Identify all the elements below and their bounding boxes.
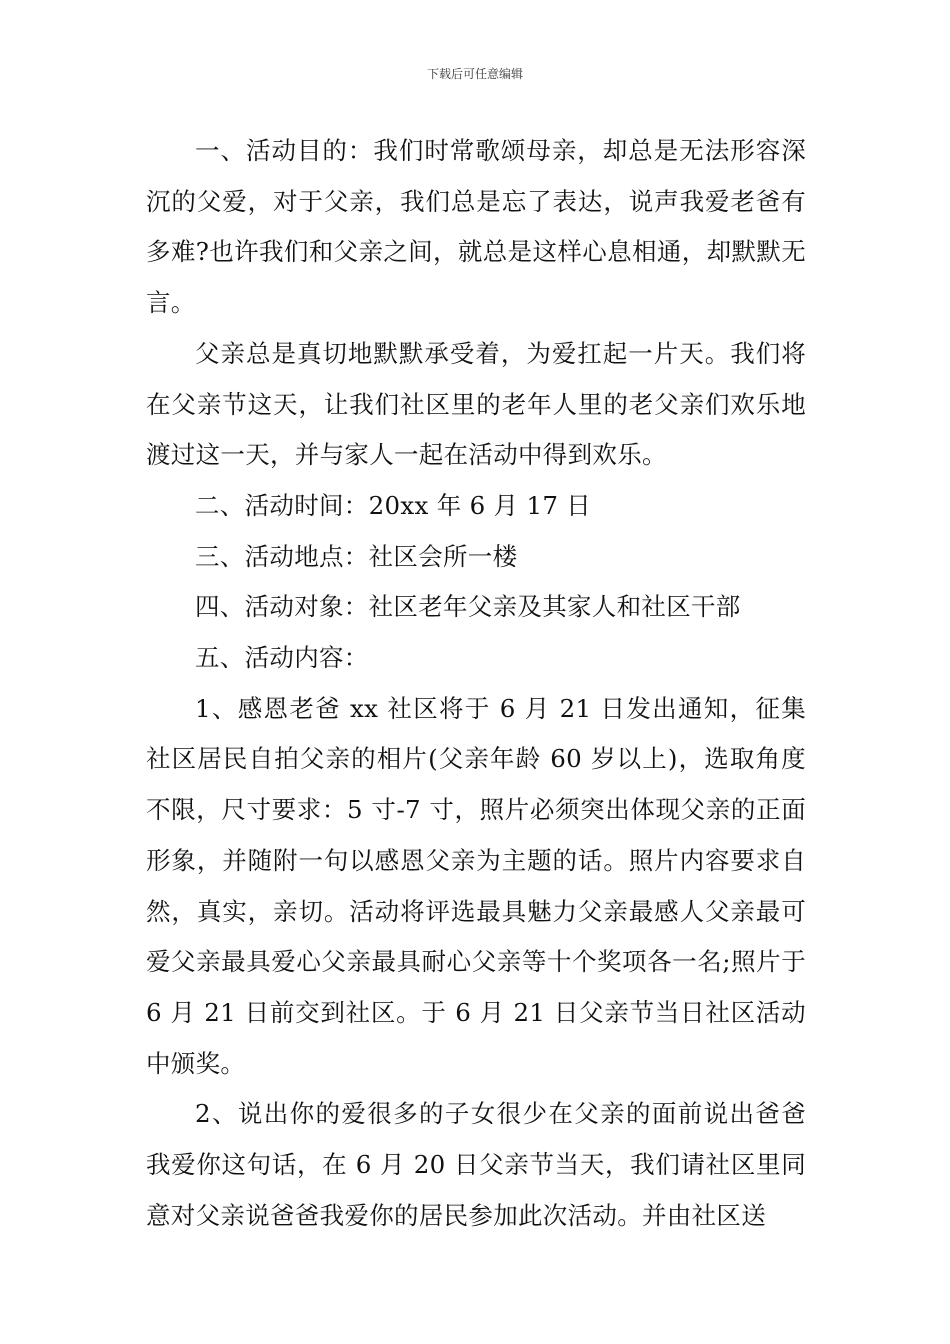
page-header: 下载后可任意编辑 xyxy=(426,67,523,81)
paragraph-content-item-2: 2、说出你的爱很多的子女很少在父亲的面前说出爸爸我爱你这句话，在 6 月 20 日父亲节当天，我们请社区里同意对父亲说爸爸我爱你的居民参加此次活动。并由社区送 xyxy=(146,1099,806,1230)
paragraph-content-item-1: 1、感恩老爸 xx 社区将于 6 月 21 日发出通知，征集社区居民自拍父亲的相片(父亲年龄 60 岁以上)，选取角度不限，尺寸要求：5 寸-7 寸，照片必须突出体现父亲的正面形象，并随附一句以感恩父亲为主题的话。照片内容要求自然，真实，亲切。活动将评选最具魅力父亲最感人父亲最可爱父亲最具爱心父亲最具耐心父亲等十个奖项各一名;照片于 6 月 21 日前交到社区。于 6 月 21 日父亲节当日社区活动中颁奖。 xyxy=(146,693,806,1078)
paragraph-activity-purpose: 一、活动目的：我们时常歌颂母亲，却总是无法形容深沉的父爱，对于父亲，我们总是忘了表达，说声我爱老爸有多难?也许我们和父亲之间，就总是这样心息相通，却默默无言。 xyxy=(146,136,806,318)
document-body xyxy=(146,126,806,1241)
paragraph-activity-target: 四、活动对象：社区老年父亲及其家人和社区干部 xyxy=(195,592,741,622)
paragraph-activity-content-heading: 五、活动内容： xyxy=(195,643,369,673)
paragraph-activity-time: 二、活动时间：20xx 年 6 月 17 日 xyxy=(195,490,592,520)
paragraph-father-intro: 父亲总是真切地默默承受着，为爱扛起一片天。我们将在父亲节这天，让我们社区里的老年人里的老父亲们欢乐地渡过这一天，并与家人一起在活动中得到欢乐。 xyxy=(146,338,806,470)
paragraph-activity-location: 三、活动地点：社区会所一楼 xyxy=(195,541,518,571)
